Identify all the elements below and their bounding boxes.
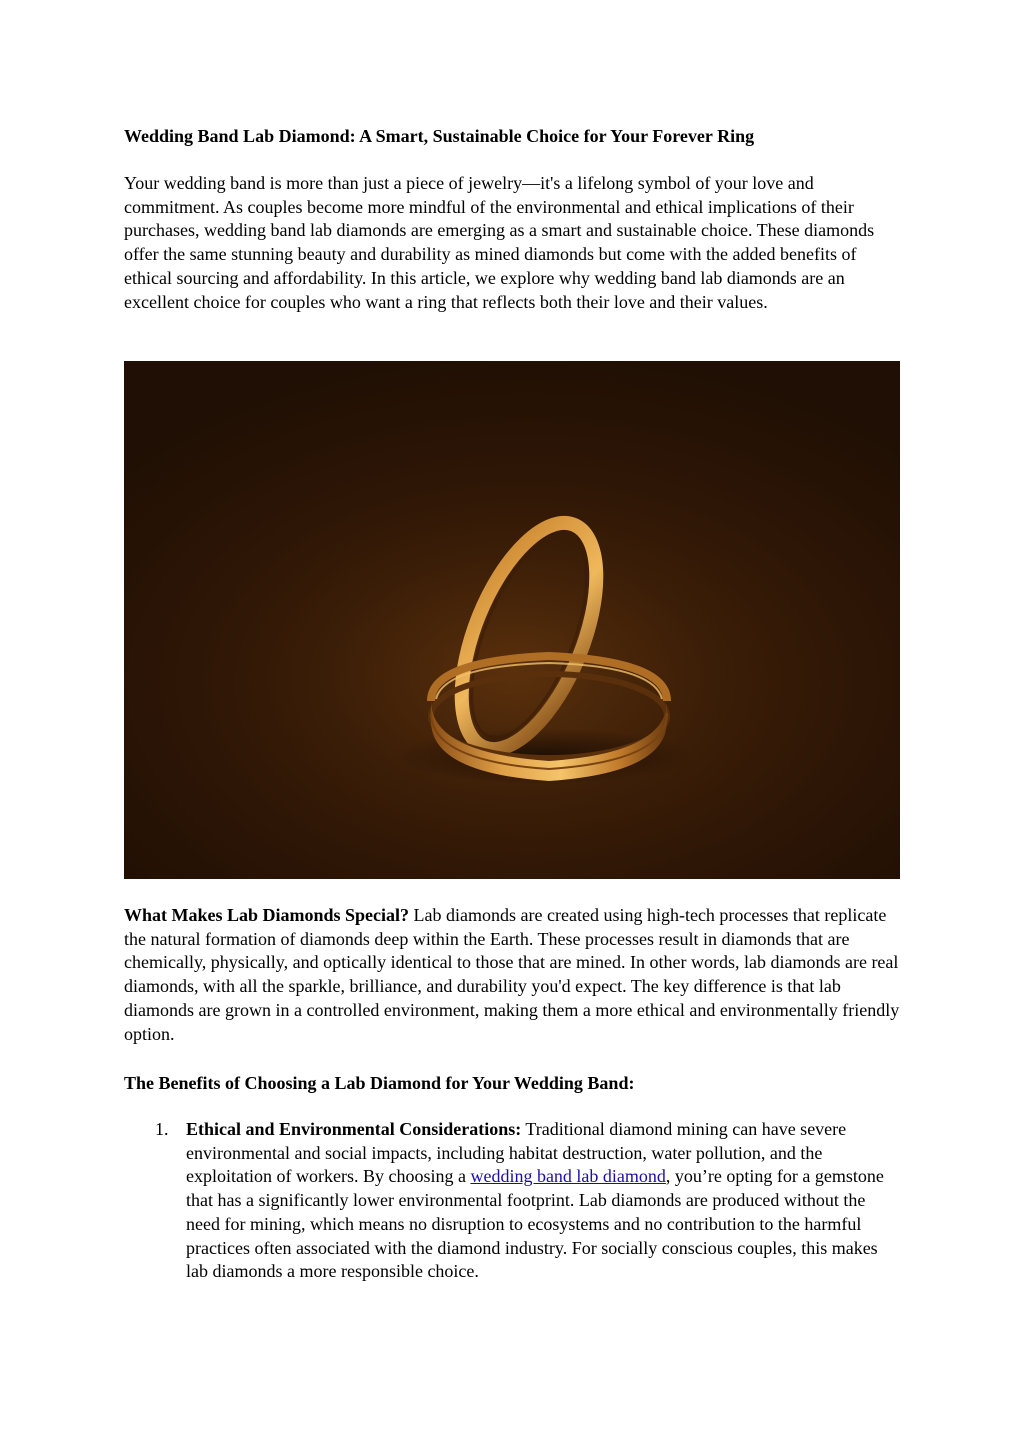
list-item (124, 1118, 900, 1284)
benefit-text-before: Traditional diamond mining can have severe environmental and social impacts, including habitat destruction, water pollution, and the exploitation of workers. By choosing a (186, 1119, 847, 1187)
intro-paragraph: Your wedding band is more than just a piece of jewelry—it's a lifelong symbol of your love and commitment. As couples become more mindful of the environmental and ethical implications of their purchases, wedding band lab diamonds are emerging as a smart and sustainable choice. These diamonds offer the same stunning beauty and durability as mined diamonds but come with the added benefits of ethical sourcing and affordability. In this article, we explore why wedding band lab diamonds are an excellent choice for couples who want a ring that reflects both their love and their values. (124, 173, 875, 312)
benefits-heading: The Benefits of Choosing a Lab Diamond for Your Wedding Band: (124, 1073, 635, 1093)
rings-illustration (124, 361, 900, 879)
lab-diamonds-special-paragraph (124, 904, 900, 1046)
benefit-text-after: , you’re opting for a gemstone that has a significantly lower environmental footprint. Lab diamonds are produced without the need for mining, which means no disruption to ecosystems and no contribution to the harmful practices often associated with the diamond industry. For socially conscious couples, this makes lab diamonds a more responsible choice. (186, 1166, 884, 1282)
wedding-rings-photo (124, 361, 900, 879)
benefits-list (124, 1118, 900, 1284)
benefit-paragraph (186, 1118, 900, 1284)
wedding-band-lab-diamond-link[interactable]: wedding band lab diamond (470, 1166, 666, 1187)
list-item-number: 1. (155, 1119, 169, 1139)
special-text: Lab diamonds are created using high-tech processes that replicate the natural formation of diamonds deep within the Earth. These processes result in diamonds that are chemically, physically, and optically identical to those that are mined. In other words, lab diamonds are real diamonds, with all the sparkle, brilliance, and durability you'd expect. The key difference is that lab diamonds are grown in a controlled environment, making them a more ethical and environmentally friendly option. (124, 905, 900, 1044)
article-title: Wedding Band Lab Diamond: A Smart, Sustainable Choice for Your Forever Ring (124, 126, 755, 146)
benefit-lead: Ethical and Environmental Considerations: (186, 1119, 522, 1139)
special-lead: What Makes Lab Diamonds Special? (124, 905, 410, 925)
